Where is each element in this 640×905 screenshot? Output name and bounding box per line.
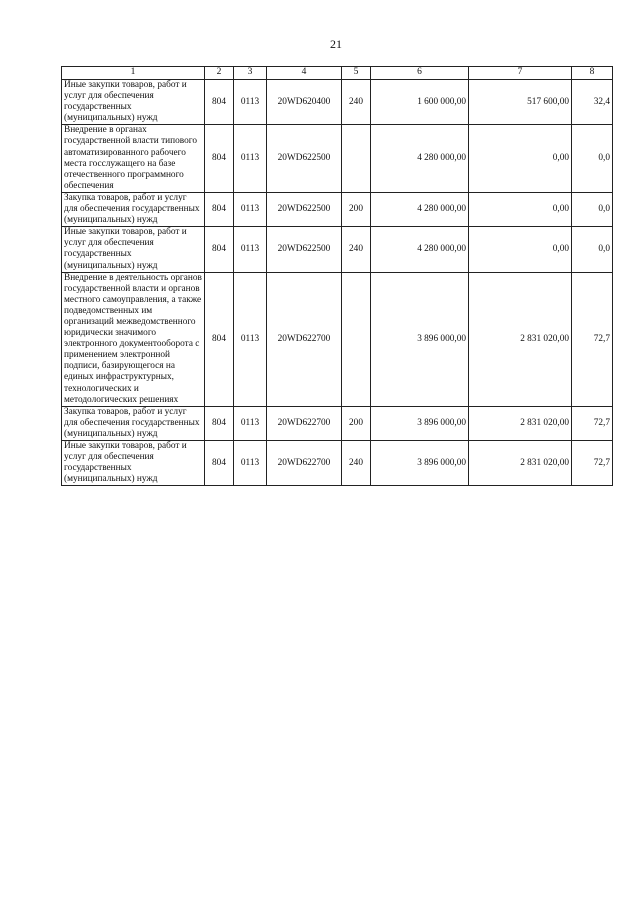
- column-header: 3: [234, 67, 267, 80]
- section-code-cell: 0113: [234, 441, 267, 486]
- target-article-cell: 20WD622700: [267, 272, 342, 406]
- column-header: 8: [572, 67, 613, 80]
- ministry-code-cell: 804: [205, 227, 234, 272]
- table-row: [62, 125, 613, 193]
- section-code-cell: 0113: [234, 80, 267, 125]
- percent-cell: 72,7: [572, 406, 613, 440]
- expense-name-cell: Внедрение в органах государственной власти типового автоматизированного рабочего места госслужащего на базе отечественного программного обеспечения: [62, 125, 205, 193]
- percent-cell: 72,7: [572, 272, 613, 406]
- expense-name-cell: Иные закупки товаров, работ и услуг для обеспечения государственных (муниципальных) нужд: [62, 80, 205, 125]
- budget-table: [61, 66, 613, 486]
- ministry-code-cell: 804: [205, 125, 234, 193]
- expense-type-cell: 200: [342, 192, 371, 226]
- column-header: 5: [342, 67, 371, 80]
- table-row: [62, 227, 613, 272]
- table-row: [62, 272, 613, 406]
- section-code-cell: 0113: [234, 272, 267, 406]
- ministry-code-cell: 804: [205, 80, 234, 125]
- expense-name-cell: Иные закупки товаров, работ и услуг для обеспечения государственных (муниципальных) нужд: [62, 441, 205, 486]
- section-code-cell: 0113: [234, 125, 267, 193]
- column-header: 2: [205, 67, 234, 80]
- target-article-cell: 20WD622700: [267, 441, 342, 486]
- target-article-cell: 20WD620400: [267, 80, 342, 125]
- expense-name-cell: Закупка товаров, работ и услуг для обеспечения государственных (муниципальных) нужд: [62, 192, 205, 226]
- expense-type-cell: 240: [342, 80, 371, 125]
- column-header: 6: [371, 67, 469, 80]
- percent-cell: 0,0: [572, 192, 613, 226]
- planned-amount-cell: 4 280 000,00: [371, 125, 469, 193]
- planned-amount-cell: 4 280 000,00: [371, 227, 469, 272]
- section-code-cell: 0113: [234, 227, 267, 272]
- percent-cell: 0,0: [572, 227, 613, 272]
- executed-amount-cell: 2 831 020,00: [469, 441, 572, 486]
- table-row: [62, 192, 613, 226]
- table-row: [62, 406, 613, 440]
- table-row: [62, 441, 613, 486]
- ministry-code-cell: 804: [205, 406, 234, 440]
- ministry-code-cell: 804: [205, 272, 234, 406]
- executed-amount-cell: 0,00: [469, 192, 572, 226]
- expense-type-cell: 200: [342, 406, 371, 440]
- percent-cell: 72,7: [572, 441, 613, 486]
- column-header: 7: [469, 67, 572, 80]
- section-code-cell: 0113: [234, 406, 267, 440]
- executed-amount-cell: 2 831 020,00: [469, 406, 572, 440]
- header-row: [62, 67, 613, 80]
- table-row: [62, 80, 613, 125]
- planned-amount-cell: 3 896 000,00: [371, 406, 469, 440]
- section-code-cell: 0113: [234, 192, 267, 226]
- expense-type-cell: 240: [342, 227, 371, 272]
- executed-amount-cell: 2 831 020,00: [469, 272, 572, 406]
- expense-name-cell: Закупка товаров, работ и услуг для обеспечения государственных (муниципальных) нужд: [62, 406, 205, 440]
- page-number: 21: [330, 37, 342, 51]
- planned-amount-cell: 3 896 000,00: [371, 272, 469, 406]
- expense-type-cell: 240: [342, 441, 371, 486]
- expense-type-cell: [342, 272, 371, 406]
- ministry-code-cell: 804: [205, 441, 234, 486]
- target-article-cell: 20WD622500: [267, 192, 342, 226]
- target-article-cell: 20WD622500: [267, 125, 342, 193]
- planned-amount-cell: 4 280 000,00: [371, 192, 469, 226]
- column-header: 4: [267, 67, 342, 80]
- percent-cell: 32,4: [572, 80, 613, 125]
- percent-cell: 0,0: [572, 125, 613, 193]
- planned-amount-cell: 1 600 000,00: [371, 80, 469, 125]
- target-article-cell: 20WD622500: [267, 227, 342, 272]
- ministry-code-cell: 804: [205, 192, 234, 226]
- expense-name-cell: Иные закупки товаров, работ и услуг для обеспечения государственных (муниципальных) нужд: [62, 227, 205, 272]
- column-header: 1: [62, 67, 205, 80]
- executed-amount-cell: 517 600,00: [469, 80, 572, 125]
- expense-type-cell: [342, 125, 371, 193]
- executed-amount-cell: 0,00: [469, 227, 572, 272]
- planned-amount-cell: 3 896 000,00: [371, 441, 469, 486]
- executed-amount-cell: 0,00: [469, 125, 572, 193]
- expense-name-cell: Внедрение в деятельность органов государственной власти и органов местного самоуправления, а также подведомственных им организаций межведомственного юридически значимого электронного документооборота с применением электронной подписи, базирующегося на единых инфраструктурных, технологических и методологических решениях: [62, 272, 205, 406]
- target-article-cell: 20WD622700: [267, 406, 342, 440]
